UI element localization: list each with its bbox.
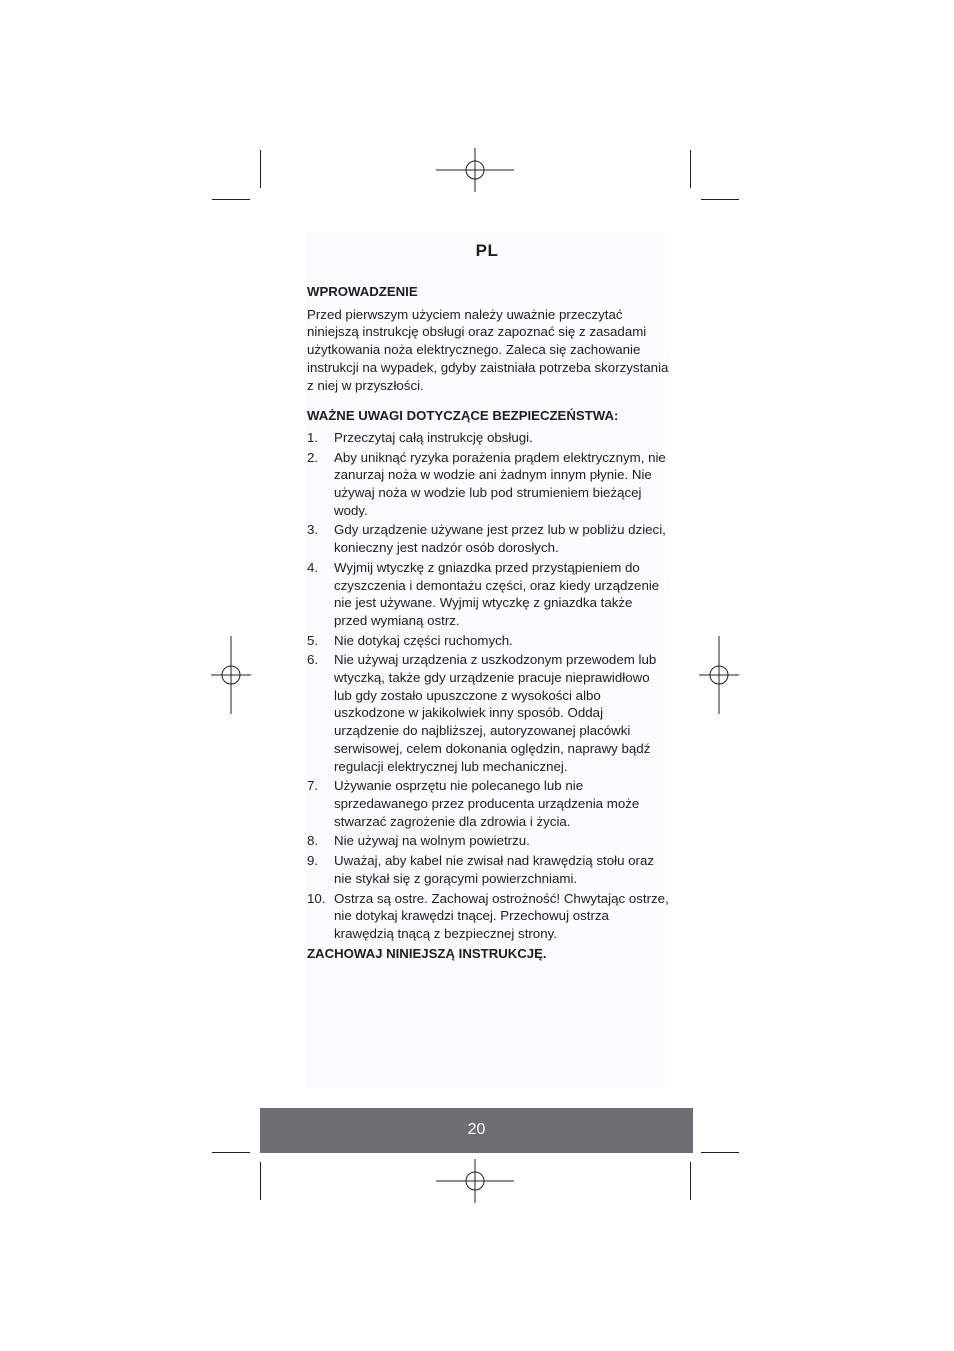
list-item-text: Uważaj, aby kabel nie zwisał nad krawędzią stołu oraz nie stykał się z gorącymi powierzchniami. [334, 853, 655, 886]
list-item-text: Wyjmij wtyczkę z gniazdka przed przystąpieniem do czyszczenia i demontażu części, oraz kiedy urządzenie nie jest używane. Wyjmij wtyczkę z gniazdka także przed wymianą ostrz. [334, 559, 660, 628]
crop-mark [212, 1152, 250, 1153]
list-item [307, 651, 669, 775]
intro-paragraph: Przed pierwszym użyciem należy uważnie przeczytać niniejszą instrukcję obsługi oraz zapoznać się z zasadami użytkowania noża elektrycznego. Zaleca się zachowanie instrukcji na wypadek, gdyby zaistniała potrzeba skorzystania z niej w przyszłości. [307, 306, 669, 393]
list-item-number: 3. [307, 522, 319, 538]
list-item-number: 4. [307, 559, 319, 575]
crop-mark [260, 150, 261, 188]
list-item [307, 559, 669, 630]
footer-bar [260, 1108, 693, 1153]
list-item [307, 832, 669, 850]
list-item [307, 777, 669, 830]
safety-list [307, 429, 669, 943]
crop-mark [701, 199, 739, 200]
list-item-number: 10. [307, 890, 326, 906]
list-item-text: Aby uniknąć ryzyka porażenia prądem elektrycznym, nie zanurzaj noża w wodzie ani żadnym innym płynie. Nie używaj noża w wodzie lub pod strumieniem bieżącej wody. [334, 449, 666, 518]
list-item-number: 9. [307, 853, 319, 869]
list-item-number: 2. [307, 449, 319, 465]
registration-mark-bottom [436, 1159, 514, 1203]
list-item [307, 429, 669, 447]
registration-mark-left [211, 636, 251, 714]
list-item-text: Nie używaj na wolnym powietrzu. [334, 833, 530, 849]
list-item [307, 521, 669, 556]
list-item-number: 6. [307, 652, 319, 668]
list-item-text: Używanie osprzętu nie polecanego lub nie sprzedawanego przez producenta urządzenia może stwarzać zagrożenie dla zdrowia i życia. [334, 778, 640, 829]
list-item [307, 852, 669, 887]
list-item-text: Przeczytaj całą instrukcję obsługi. [334, 429, 533, 445]
list-item-number: 8. [307, 833, 319, 849]
list-item-text: Nie używaj urządzenia z uszkodzonym przewodem lub wtyczką, także gdy urządzenie pracuje nieprawidłowo lub gdy zostało upuszczone z wysokości albo uszkodzone w jakikolwiek inny sposób. Oddaj urządzenie do najbliższej, autoryzowanej placówki serwisowej, celem dokonania oględzin, naprawy bądź regulacji elektrycznej lub mechanicznej. [334, 652, 657, 774]
page-number: 20 [467, 1121, 486, 1138]
crop-mark [701, 1152, 739, 1153]
list-item-number: 5. [307, 632, 319, 648]
closing-heading: ZACHOWAJ NINIEJSZĄ INSTRUKCJĘ. [307, 945, 547, 961]
document-body [307, 283, 669, 962]
list-item-text: Gdy urządzenie używane jest przez lub w pobliżu dzieci, konieczny jest nadzór osób dorosłych. [334, 522, 666, 556]
registration-mark-top [436, 148, 514, 192]
list-item [307, 449, 669, 520]
safety-heading: WAŻNE UWAGI DOTYCZĄCE BEZPIECZEŃSTWA: [307, 408, 619, 424]
list-item [307, 890, 669, 943]
list-item [307, 632, 669, 650]
language-code: PL [475, 241, 499, 260]
registration-mark-right [699, 636, 739, 714]
crop-mark [212, 199, 250, 200]
list-item-text: Nie dotykaj części ruchomych. [334, 632, 513, 648]
crop-mark [690, 150, 691, 188]
crop-mark [260, 1162, 261, 1200]
list-item-text: Ostrza są ostre. Zachowaj ostrożność! Chwytając ostrze, nie dotykaj krawędzi tnącej. Przechowuj ostrza krawędzią tnącą z bezpiecznej strony. [334, 890, 669, 941]
list-item-number: 1. [307, 429, 319, 445]
list-item-number: 7. [307, 778, 319, 794]
intro-heading: WPROWADZENIE [307, 284, 418, 299]
crop-mark [690, 1162, 691, 1200]
